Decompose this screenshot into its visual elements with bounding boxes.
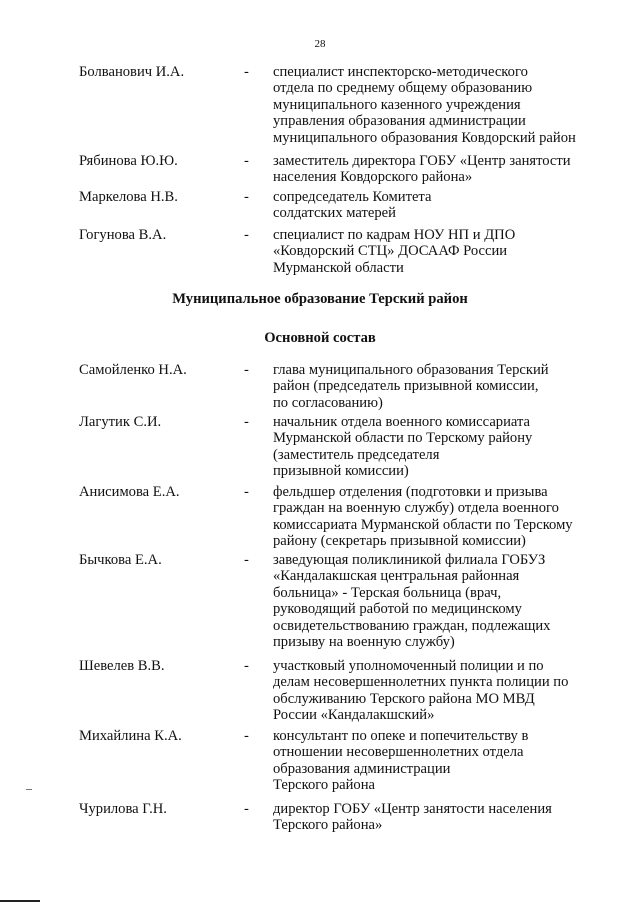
subsection-heading: Основной состав	[264, 330, 376, 346]
member-description: фельдшер отделения (подготовки и призыва граждан на военную службу) отдела военного комиссариата Мурманской области по Терскому району (секретарь призывной комиссии)	[273, 484, 573, 550]
member-row	[0, 362, 640, 414]
member-row	[0, 227, 640, 276]
member-dash: -	[244, 64, 249, 80]
member-name: Михайлина К.А.	[79, 728, 182, 744]
member-description: специалист по кадрам НОУ НП и ДПО «Ковдорский СТЦ» ДОСААФ России Мурманской области	[273, 227, 516, 276]
member-description: директор ГОБУ «Центр занятости населения Терского района»	[273, 801, 552, 834]
member-row	[0, 153, 640, 189]
member-name: Бычкова Е.А.	[79, 552, 162, 568]
member-row	[0, 658, 640, 728]
member-name: Гогунова В.А.	[79, 227, 167, 243]
member-name: Лагутик С.И.	[79, 414, 162, 430]
member-row	[0, 801, 640, 834]
member-name: Маркелова Н.В.	[79, 189, 178, 205]
member-description: глава муниципального образования Терский район (председатель призывной комиссии, по согласованию)	[273, 362, 549, 411]
section-heading: Муниципальное образование Терский район	[172, 291, 468, 307]
member-dash: -	[244, 414, 249, 430]
member-dash: -	[244, 362, 249, 378]
member-dash: -	[244, 153, 249, 169]
margin-mark	[26, 789, 32, 790]
member-row	[0, 552, 640, 658]
member-description: специалист инспекторско-методического отдела по среднему общему образованию муниципального казенного учреждения управления образования администрации муниципального образования Ковдорский район	[273, 64, 576, 146]
member-name: Чурилова Г.Н.	[79, 801, 167, 817]
member-dash: -	[244, 658, 249, 674]
member-row	[0, 64, 640, 153]
member-row	[0, 189, 640, 227]
scan-edge-mark	[0, 900, 40, 902]
member-row	[0, 414, 640, 484]
member-dash: -	[244, 484, 249, 500]
member-description: участковый уполномоченный полиции и по делам несовершеннолетних пункта полиции по обслуживанию Терского района МО МВД России «Кандалакшский»	[273, 658, 569, 724]
member-dash: -	[244, 801, 249, 817]
terskiy-members-list	[0, 362, 640, 834]
member-dash: -	[244, 189, 249, 205]
member-name: Шевелев В.В.	[79, 658, 165, 674]
member-description: заместитель директора ГОБУ «Центр занятости населения Ковдорского района»	[273, 153, 571, 186]
upper-members-list	[0, 64, 640, 276]
member-row	[0, 484, 640, 552]
member-dash: -	[244, 552, 249, 568]
member-dash: -	[244, 728, 249, 744]
member-name: Рябинова Ю.Ю.	[79, 153, 178, 169]
member-name: Самойленко Н.А.	[79, 362, 187, 378]
page-number: 28	[314, 38, 326, 50]
member-name: Болванович И.А.	[79, 64, 185, 80]
member-description: сопредседатель Комитета солдатских матерей	[273, 189, 432, 222]
member-dash: -	[244, 227, 249, 243]
member-description: консультант по опеке и попечительству в отношении несовершеннолетних отдела образования администрации Терского района	[273, 728, 529, 794]
member-description: заведующая поликлиникой филиала ГОБУЗ «Кандалакшская центральная районная больница» - Терская больница (врач, руководящий работой по медицинскому освидетельствованию граждан, подлежащих призыву на военную службу)	[273, 552, 551, 651]
member-name: Анисимова Е.А.	[79, 484, 180, 500]
member-description: начальник отдела военного комиссариата Мурманской области по Терскому району (заместитель председателя призывной комиссии)	[273, 414, 533, 480]
member-row	[0, 728, 640, 801]
